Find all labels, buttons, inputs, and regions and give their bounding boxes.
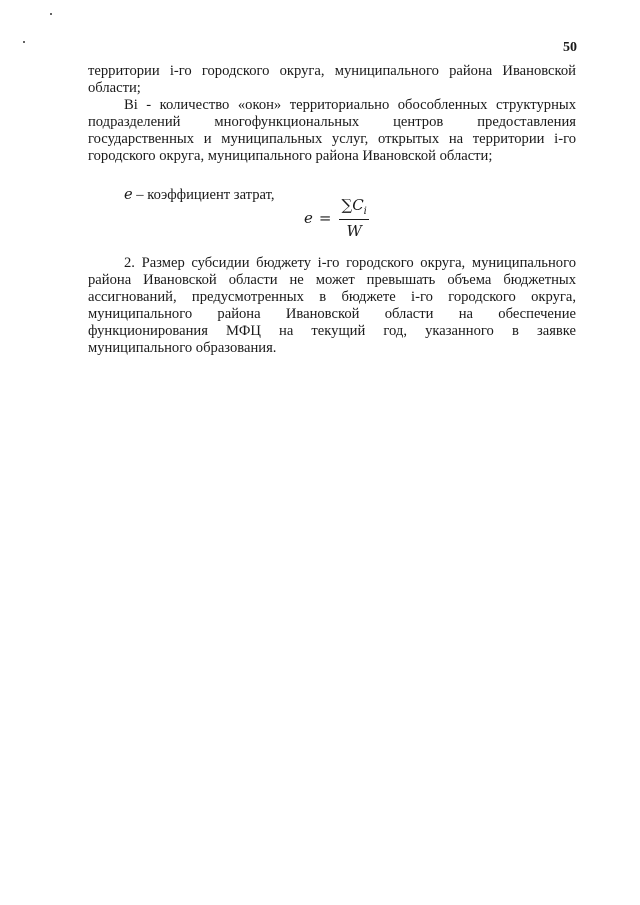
coefficient-symbol: e bbox=[124, 186, 133, 203]
page-number: 50 bbox=[563, 40, 577, 55]
formula-numerator bbox=[339, 196, 368, 220]
paragraph-subsidy-text: 2. Размер субсидии бюджету i-го городского округа, муниципального района Ивановской области не может превышать объема бюджетных ассигнований, предусмотренных в бюджете i-го городского округа, муниципального района Ивановской области на обеспечение функционирования МФЦ на текущий год, указанного в заявке муниципального образования. bbox=[88, 255, 576, 356]
formula-equals: = bbox=[318, 209, 332, 227]
coefficient-description: – коэффициент затрат, bbox=[132, 187, 275, 203]
formula-numerator-var: C bbox=[352, 196, 364, 214]
paragraph-territory bbox=[88, 63, 576, 97]
formula-fraction bbox=[339, 196, 368, 240]
cost-coefficient-formula bbox=[304, 198, 369, 238]
paragraph-windows bbox=[88, 97, 576, 165]
paragraph-subsidy bbox=[88, 255, 576, 357]
scan-speck bbox=[50, 13, 52, 15]
coefficient-definition bbox=[124, 186, 275, 204]
paragraph-territory-text: территории i-го городского округа, муниципального района Ивановской области; bbox=[88, 63, 576, 96]
formula-lhs: e bbox=[304, 209, 313, 227]
scan-speck bbox=[23, 41, 25, 43]
formula-denominator: W bbox=[346, 222, 362, 240]
formula-sum-operator: ∑ bbox=[341, 196, 353, 214]
formula-numerator-subscript: i bbox=[363, 206, 367, 217]
paragraph-windows-text: Bi - количество «окон» территориально обособленных структурных подразделений многофункциональных центров предоставления государственных и муниципальных услуг, открытых на территории i-го городского округа, муниципального района Ивановской области; bbox=[88, 97, 576, 164]
